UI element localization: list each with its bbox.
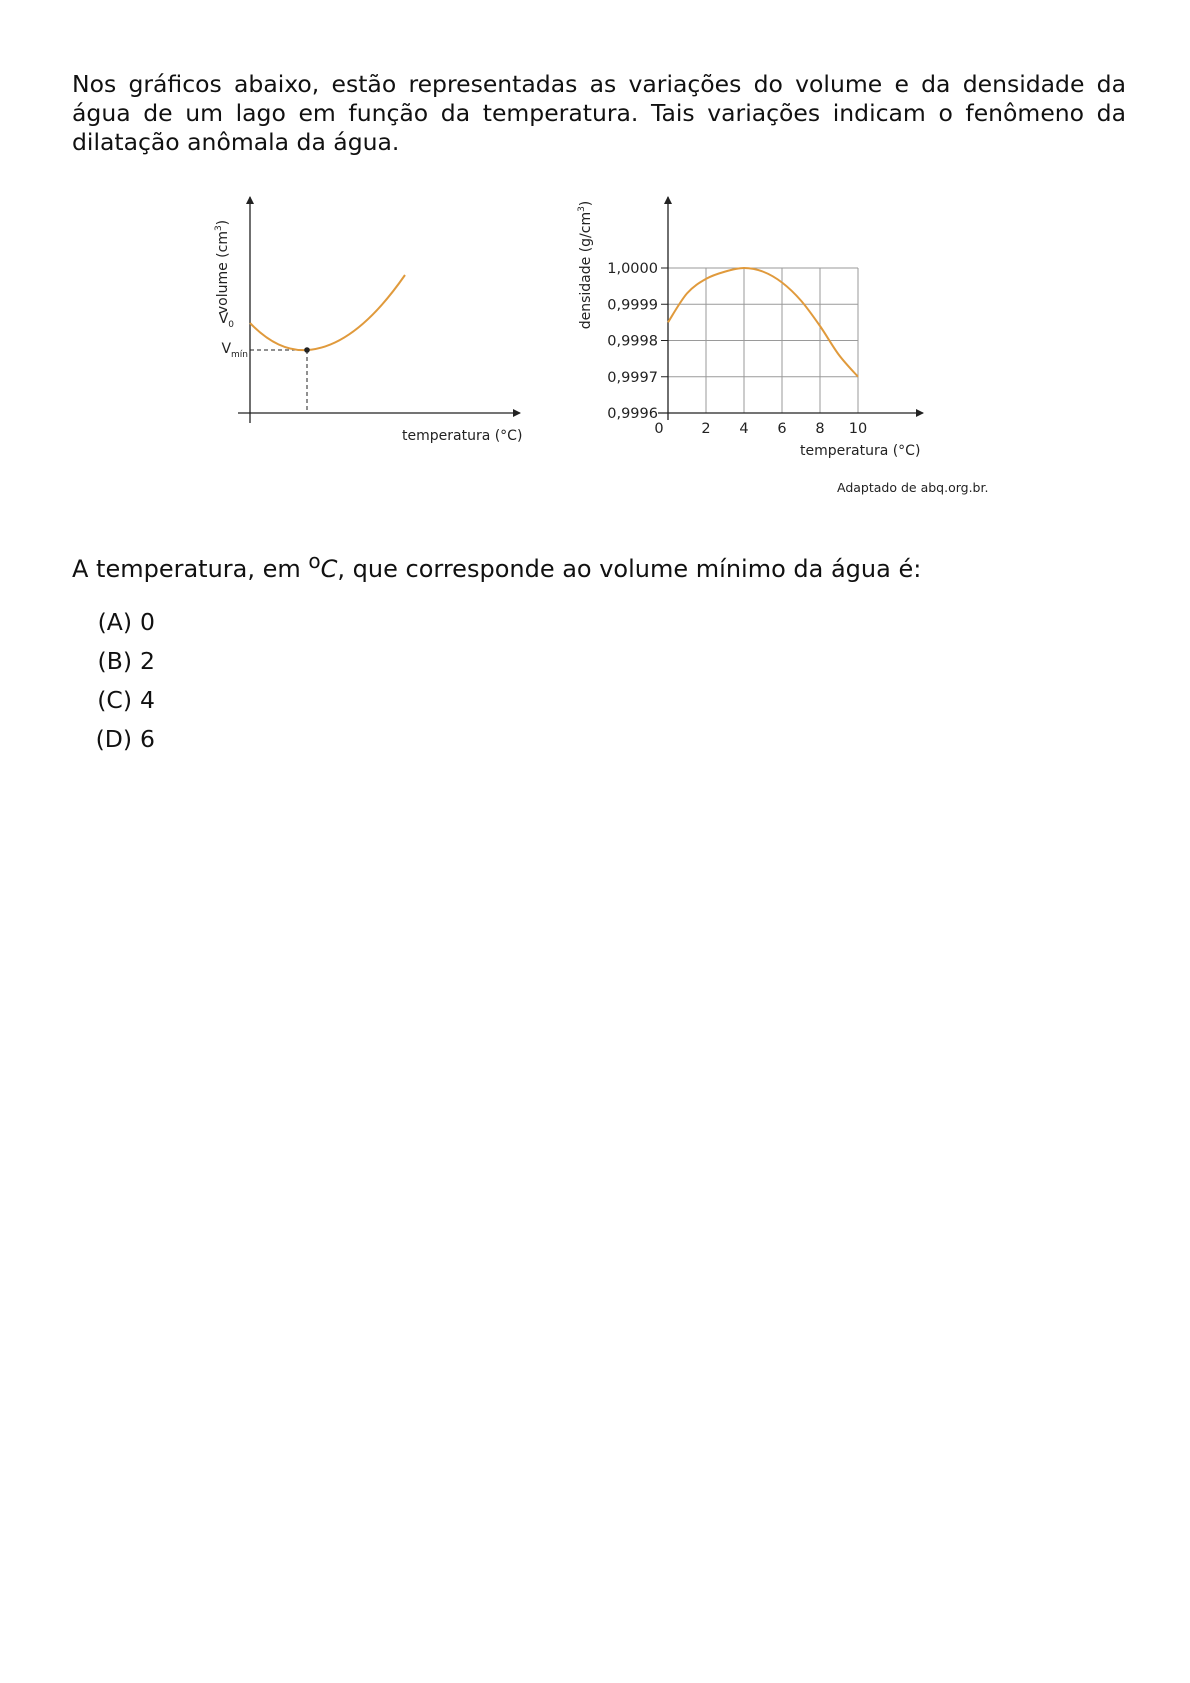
volume-y-axis-label: volume $(cm^3)$ [214,219,231,315]
x-tick-label: 0 [654,421,664,437]
option-value: 6 [140,725,155,753]
option-a[interactable] [82,603,155,642]
graphs-svg [190,195,1020,505]
volume-vmin-label: $V_{mín}$ [221,341,248,360]
option-letter: (A) [97,608,132,636]
volume-x-axis-label: temperatura (°C) [402,428,523,444]
y-tick-label: 0,9996 [607,406,658,422]
option-value: 2 [140,647,155,675]
option-c[interactable] [82,681,155,720]
question-unit-c: C [320,555,338,583]
x-tick-label: 2 [701,421,711,437]
question-suffix: , que corresponde ao volume mínimo da água é: [337,555,922,583]
volume-min-point [304,347,310,353]
option-letter: (C) [97,686,132,714]
answer-options [82,603,155,759]
density-y-axis-label: densidade $(g/cm^3)$ [577,200,594,330]
volume-chart [214,197,522,444]
option-value: 4 [140,686,155,714]
option-b[interactable] [82,642,155,681]
option-letter: (D) [95,725,132,753]
density-x-ticks [654,421,867,437]
option-letter: (B) [97,647,132,675]
option-value: 0 [140,608,155,636]
x-tick-label: 4 [739,421,749,437]
y-tick-label: 0,9997 [607,369,658,386]
density-x-axis-label: temperatura (°C) [800,443,921,459]
density-curve [668,268,858,377]
volume-curve [250,275,405,350]
x-tick-label: 10 [848,421,868,437]
question-prefix: A temperatura, em [72,555,309,583]
x-tick-label: 8 [815,421,825,437]
question-text [72,549,921,583]
figure-graphs [190,195,1020,505]
density-y-ticks [607,261,668,422]
source-note: Adaptado de abq.org.br. [837,480,989,495]
x-tick-label: 6 [777,421,787,437]
y-tick-label: 1,0000 [607,261,658,277]
volume-v0-label: $V_0$ [218,311,234,330]
y-tick-label: 0,9999 [607,297,658,314]
option-d[interactable] [82,720,155,759]
question-unit-degree: o [308,549,321,573]
y-tick-label: 0,9998 [607,333,658,350]
intro-paragraph: Nos gráficos abaixo, estão representadas as variações do volume e da densidade da água de um lago em função da temperatura. Tais variações indicam o fenômeno da dilatação anômala da água. [72,70,1126,156]
density-chart [577,197,923,459]
